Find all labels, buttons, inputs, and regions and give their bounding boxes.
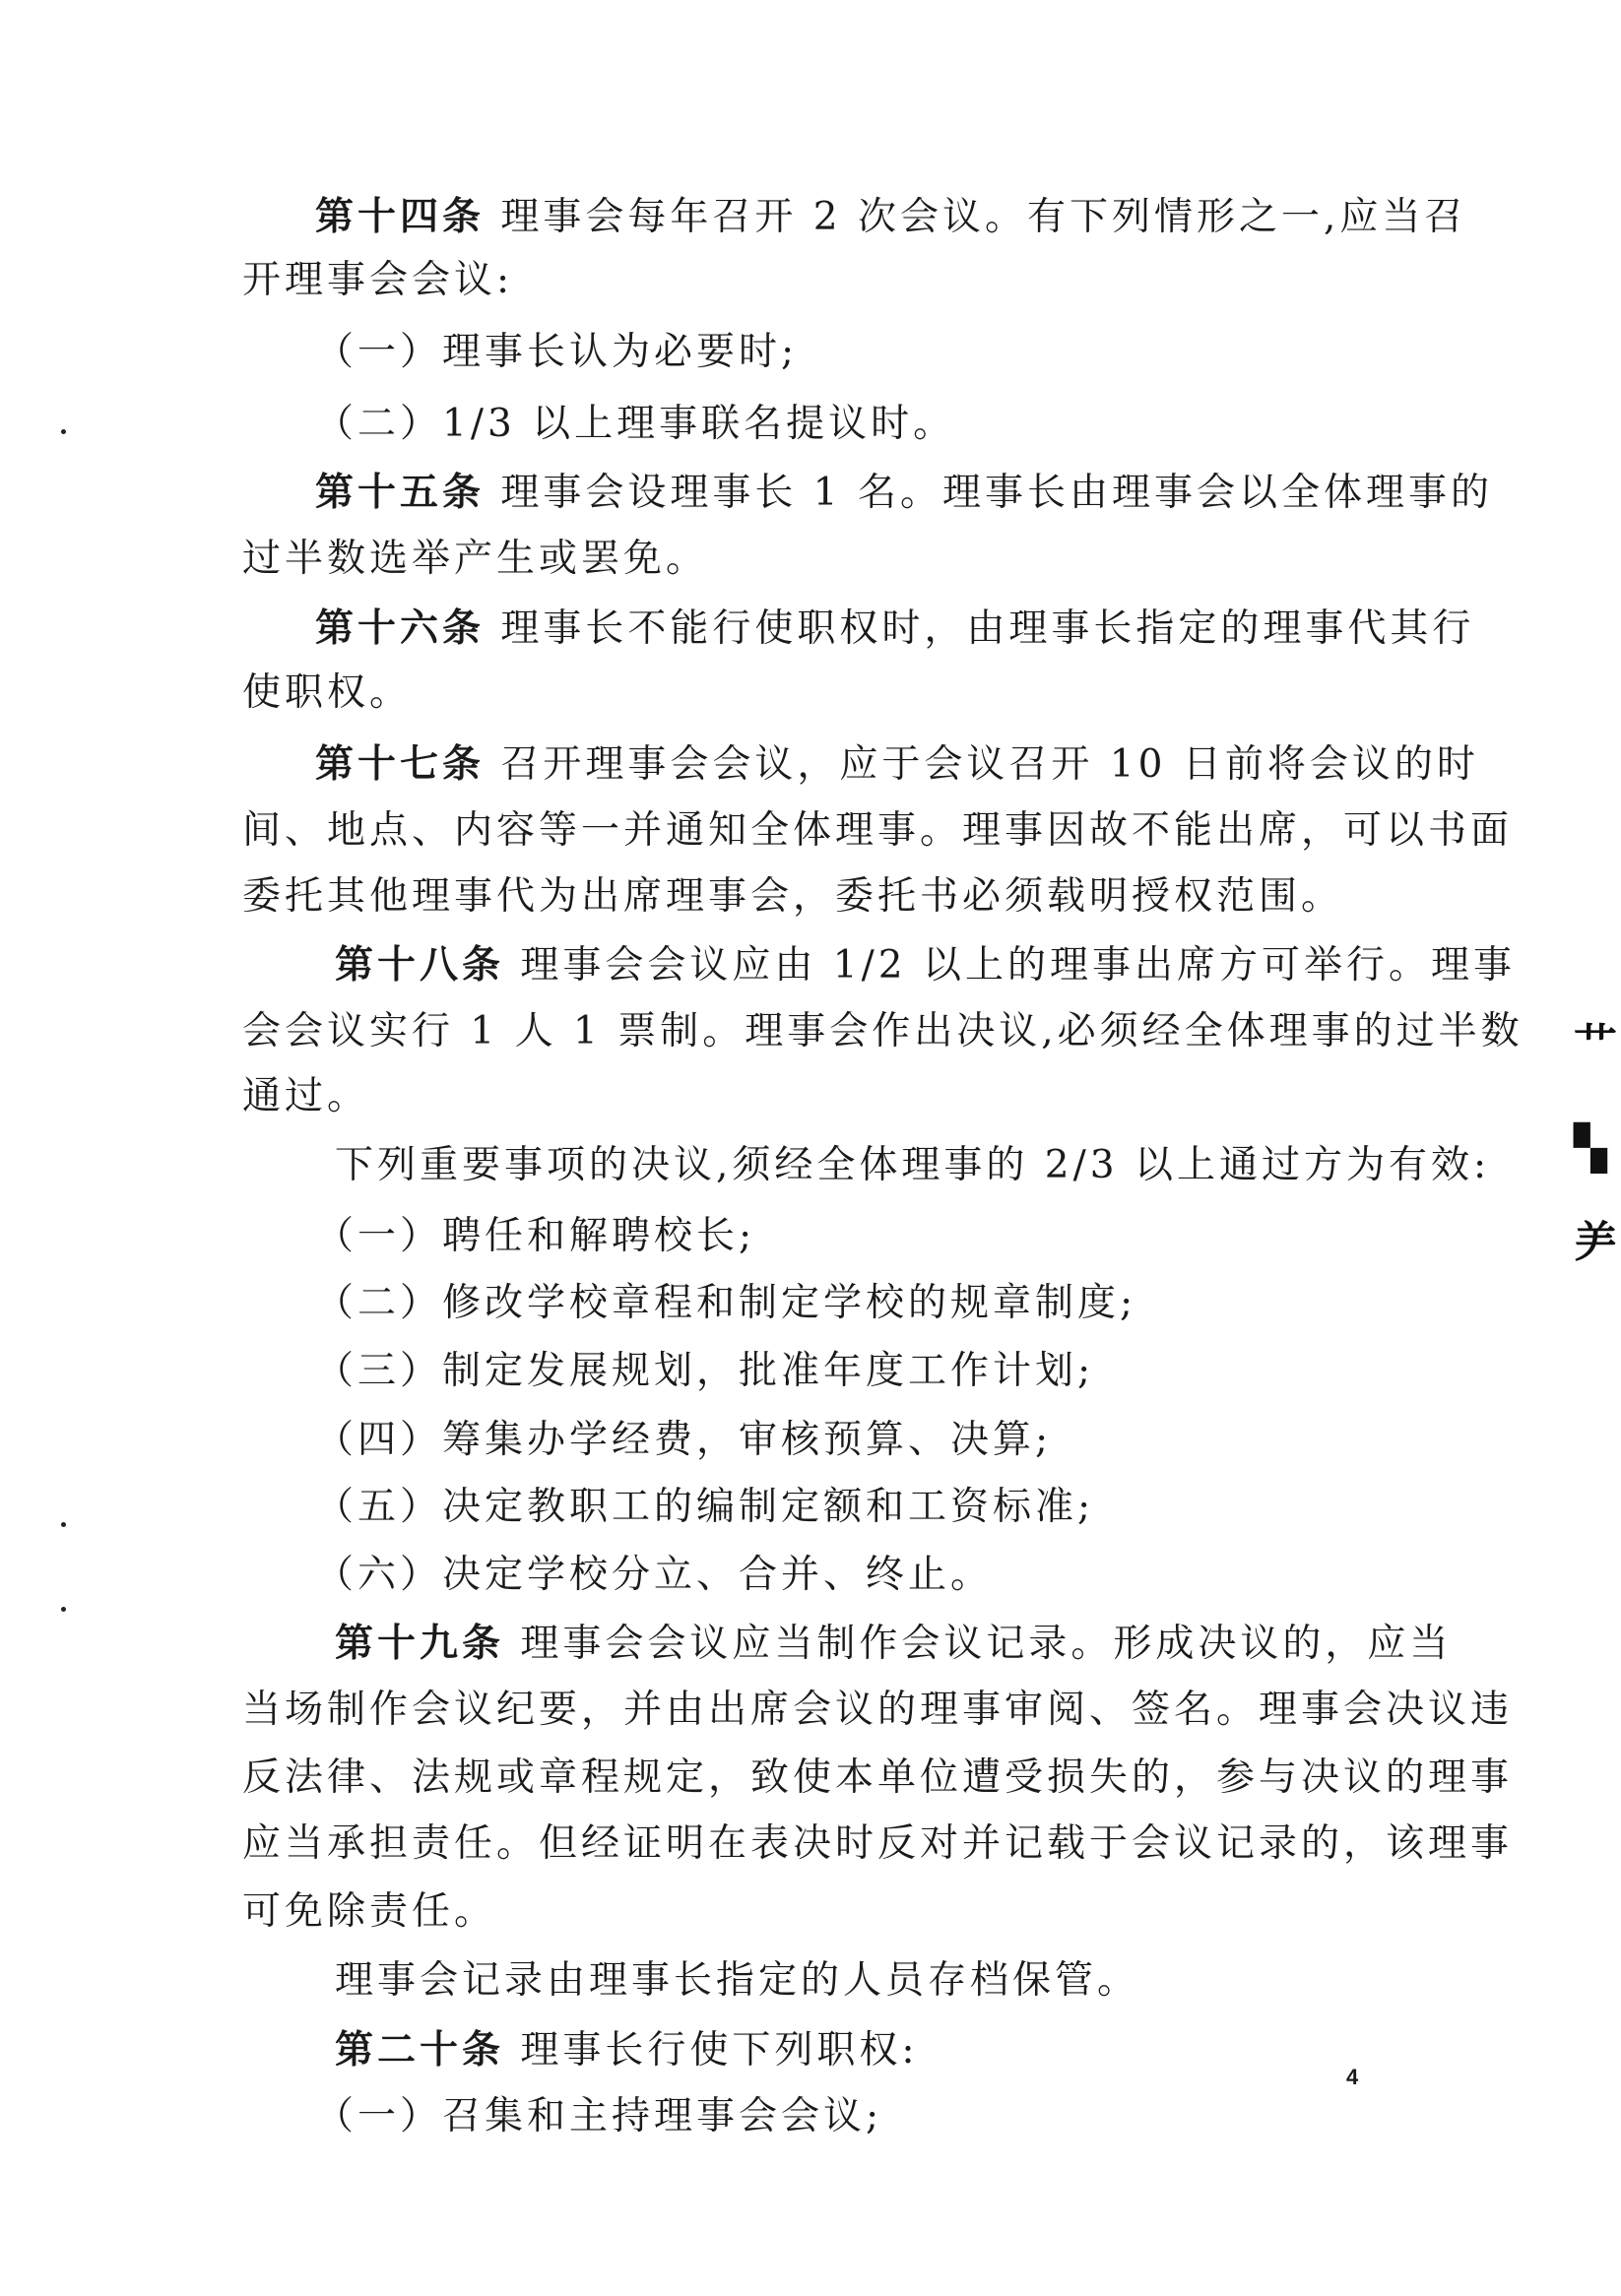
document-line xyxy=(335,2028,919,2073)
document-line xyxy=(242,809,1513,853)
document-line xyxy=(242,671,412,715)
document-line xyxy=(242,1075,369,1118)
line-text: （一）理事长认为必要时; xyxy=(315,330,799,374)
line-text: （二）修改学校章程和制定学校的规章制度; xyxy=(315,1281,1137,1325)
document-line xyxy=(242,1689,1513,1732)
scan-dot xyxy=(61,1607,66,1612)
article-heading: 第十五条 xyxy=(315,470,486,515)
line-text: 会会议实行 1 人 1 票制。理事会作出决议,必须经全体理事的过半数 xyxy=(242,1009,1524,1053)
page-number: 4 xyxy=(1346,2065,1359,2089)
document-line xyxy=(315,1282,1136,1325)
line-text: 委托其他理事代为出席理事会，委托书必须载明授权范围。 xyxy=(242,874,1344,919)
document-line xyxy=(315,1215,755,1258)
line-text: 应当承担责任。但经证明在表决时反对并记载于会议记录的，该理事 xyxy=(242,1821,1514,1866)
line-text: 开理事会会议: xyxy=(242,258,514,302)
line-text: 间、地点、内容等一并通知全体理事。理事因故不能出席，可以书面 xyxy=(242,808,1514,853)
document-line xyxy=(315,1486,1094,1529)
scan-dot xyxy=(61,429,66,434)
document-line xyxy=(315,742,1479,787)
document-line xyxy=(315,2095,882,2138)
article-heading: 第十八条 xyxy=(335,942,505,988)
document-line xyxy=(315,606,1474,651)
document-line xyxy=(242,259,513,302)
document-line xyxy=(335,1959,1139,2003)
article-heading: 第十九条 xyxy=(335,1621,505,1666)
line-text: 使职权。 xyxy=(242,670,413,715)
line-text: 反法律、法规或章程规定，致使本单位遭受损失的，参与决议的理事 xyxy=(242,1755,1514,1800)
line-text: 通过。 xyxy=(242,1074,370,1118)
margin-artifact: ⺶ xyxy=(1574,1217,1617,1267)
line-text: 理事会会议应由 1/2 以上的理事出席方可举行。理事 xyxy=(504,943,1516,988)
line-text: （一）聘任和解聘校长; xyxy=(315,1214,756,1258)
line-text: （二）1/3 以上理事联名提议时。 xyxy=(315,402,956,446)
article-heading: 第十七条 xyxy=(315,741,486,787)
line-text: 理事会设理事长 1 名。理事长由理事会以全体理事的 xyxy=(485,471,1494,515)
line-text: （一）召集和主持理事会会议; xyxy=(315,2094,883,2138)
line-text: 召开理事会会议，应于会议召开 10 日前将会议的时 xyxy=(485,742,1479,787)
line-text: 理事长行使下列职权: xyxy=(504,2028,919,2073)
line-text: 理事会会议应当制作会议记录。形成决议的，应当 xyxy=(504,1622,1453,1666)
line-text: 下列重要事项的决议,须经全体理事的 2/3 以上通过方为有效: xyxy=(335,1143,1491,1187)
article-heading: 第十四条 xyxy=(315,194,486,239)
line-text: （六）决定学校分立、合并、终止。 xyxy=(315,1553,994,1597)
line-text: （四）筹集办学经费，审核预算、决算; xyxy=(315,1418,1053,1462)
document-line xyxy=(335,1144,1490,1187)
document-line xyxy=(335,943,1516,988)
document-line xyxy=(315,195,1466,239)
line-text: 过半数选举产生或罢免。 xyxy=(242,537,709,581)
line-text: （三）制定发展规划，批准年度工作计划; xyxy=(315,1349,1095,1393)
margin-artifact: ▚ xyxy=(1574,1123,1607,1174)
document-line xyxy=(315,1554,993,1597)
document-line xyxy=(242,875,1343,919)
article-heading: 第二十条 xyxy=(335,2027,505,2073)
document-line xyxy=(242,1822,1513,1866)
document-line xyxy=(335,1622,1452,1666)
document-line xyxy=(315,1350,1094,1393)
line-text: 理事会记录由理事长指定的人员存档保管。 xyxy=(335,1958,1140,2003)
line-text: 当场制作会议纪要，并由出席会议的理事审阅、签名。理事会决议违 xyxy=(242,1688,1514,1732)
document-line xyxy=(242,538,708,581)
line-text: （五）决定教职工的编制定额和工资标准; xyxy=(315,1485,1095,1529)
line-text: 理事长不能行使职权时，由理事长指定的理事代其行 xyxy=(485,606,1475,651)
document-line xyxy=(315,331,798,374)
document-line xyxy=(242,1010,1524,1053)
document-line xyxy=(315,471,1493,515)
document-line xyxy=(315,403,955,446)
document-line xyxy=(315,1419,1052,1462)
document-line xyxy=(242,1756,1513,1800)
document-line xyxy=(242,1890,496,1934)
margin-artifact: ⺾ xyxy=(1574,1020,1617,1070)
line-text: 可免除责任。 xyxy=(242,1889,497,1934)
scan-dot xyxy=(61,1522,66,1527)
article-heading: 第十六条 xyxy=(315,606,486,651)
line-text: 理事会每年召开 2 次会议。有下列情形之一,应当召 xyxy=(485,195,1467,239)
